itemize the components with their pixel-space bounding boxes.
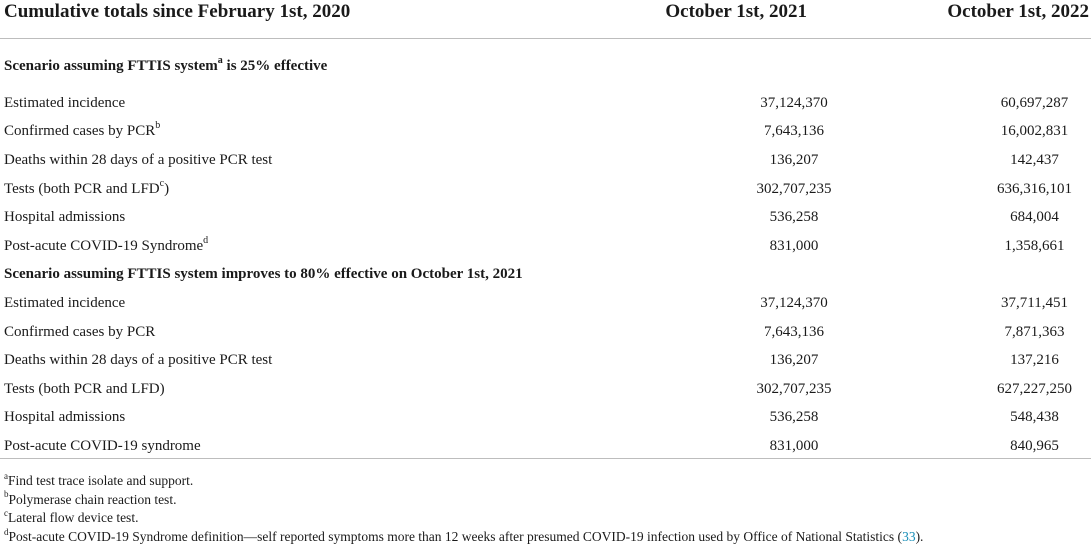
value-2021: 37,124,370 (760, 94, 828, 111)
table-row (0, 432, 1091, 461)
scenario-1-title-tail: is 25% effective (222, 57, 328, 74)
row-label: Tests (both PCR and LFD) (4, 380, 165, 397)
footnote-b (4, 491, 923, 510)
row-label-text: Deaths within 28 days of a positive PCR test (4, 151, 273, 168)
table-row (0, 203, 1091, 232)
row-label (0, 175, 600, 204)
footnote-d (4, 528, 923, 547)
table-row (0, 404, 1091, 433)
footnotes (4, 472, 923, 547)
value-2021: 302,707,235 (756, 180, 832, 197)
value-2021: 536,258 (769, 209, 819, 226)
value-2022: 37,711,451 (1001, 294, 1068, 311)
row-label (0, 146, 600, 175)
footnote-d-text: Post-acute COVID-19 Syndrome definition—self reported symptoms more than 12 weeks after presumed COVID-19 infection used by Office of National Statistics ( (8, 529, 903, 545)
value-2022: 1,358,661 (1004, 237, 1065, 254)
value-2021: 831,000 (769, 237, 819, 254)
footnote-d-mark: d (4, 526, 9, 537)
footnote-mark-b: b (155, 120, 161, 132)
footnote-mark-d: d (203, 234, 209, 246)
table-row (0, 146, 1091, 175)
scenario-1-title (0, 39, 1091, 90)
value-2022: 137,216 (1010, 352, 1059, 369)
value-2021: 536,258 (769, 409, 819, 426)
value-2021: 136,207 (769, 151, 819, 168)
row-label-tail: ) (164, 180, 170, 197)
row-label: Hospital admissions (4, 409, 126, 426)
value-2022: 627,227,250 (997, 380, 1072, 397)
footnote-b-mark: b (4, 489, 9, 500)
reference-link-33[interactable]: 33 (902, 529, 916, 545)
footnote-divider (0, 458, 1091, 459)
footnote-d-tail: ). (915, 529, 924, 545)
footnote-c-text: Lateral flow device test. (8, 510, 139, 526)
row-label: Estimated incidence (4, 294, 126, 311)
scenario-2-title: Scenario assuming FTTIS system improves to 80% effective on October 1st, 2021 (4, 266, 523, 283)
row-label-text: Post-acute COVID-19 Syndrome (4, 237, 204, 254)
header-cumulative-totals: Cumulative totals since February 1st, 2020 (0, 0, 600, 39)
footnote-mark-c: c (159, 177, 165, 189)
value-2022: 60,697,287 (1000, 94, 1069, 111)
table-row (0, 232, 1091, 261)
value-2022: 684,004 (1010, 209, 1059, 226)
value-2022: 840,965 (1010, 438, 1059, 455)
scenario-1-title-text: Scenario assuming FTTIS system (4, 57, 218, 74)
row-label: Deaths within 28 days of a positive PCR test (4, 352, 273, 369)
header-october-2021: October 1st, 2021 (600, 0, 860, 39)
row-label: Confirmed cases by PCR (4, 323, 156, 340)
footnote-a (4, 472, 923, 491)
row-label (0, 89, 600, 118)
footnote-c-mark: c (4, 507, 8, 518)
table-row (0, 118, 1091, 147)
table-row (0, 318, 1091, 347)
table-row (0, 175, 1091, 204)
scenario-1-heading-row (0, 39, 1091, 90)
table-header-row (0, 0, 1091, 39)
table-row (0, 89, 1091, 118)
row-label-text: Hospital admissions (4, 209, 126, 226)
footnote-c (4, 509, 923, 528)
value-2021: 7,643,136 (764, 123, 824, 140)
footnote-a-text: Find test trace isolate and support. (8, 473, 194, 488)
value-2022: 142,437 (1010, 151, 1059, 168)
row-label-text: Confirmed cases by PCR (4, 123, 156, 140)
row-label-text: Tests (both PCR and LFD (4, 180, 160, 197)
value-2021: 7,643,136 (764, 323, 824, 340)
value-2022: 636,316,101 (997, 180, 1072, 197)
header-october-2022: October 1st, 2022 (860, 0, 1091, 39)
value-2021: 831,000 (769, 438, 819, 455)
footnote-a-mark: a (4, 470, 8, 481)
value-2021: 136,207 (769, 352, 819, 369)
value-2021: 37,124,370 (760, 294, 828, 311)
scenario-2-heading-row (0, 261, 1091, 290)
footnote-b-text: Polymerase chain reaction test. (8, 491, 177, 507)
value-2022: 16,002,831 (1000, 123, 1069, 140)
table-row (0, 375, 1091, 404)
table-row (0, 289, 1091, 318)
row-label: Post-acute COVID-19 syndrome (4, 438, 201, 455)
footnote-mark-a: a (217, 54, 223, 66)
row-label (0, 203, 600, 232)
row-label-text: Estimated incidence (4, 94, 126, 111)
row-label (0, 232, 600, 261)
value-2021: 302,707,235 (756, 380, 832, 397)
value-2022: 548,438 (1010, 409, 1059, 426)
row-label (0, 118, 600, 147)
value-2022: 7,871,363 (1004, 323, 1065, 340)
table-row (0, 346, 1091, 375)
